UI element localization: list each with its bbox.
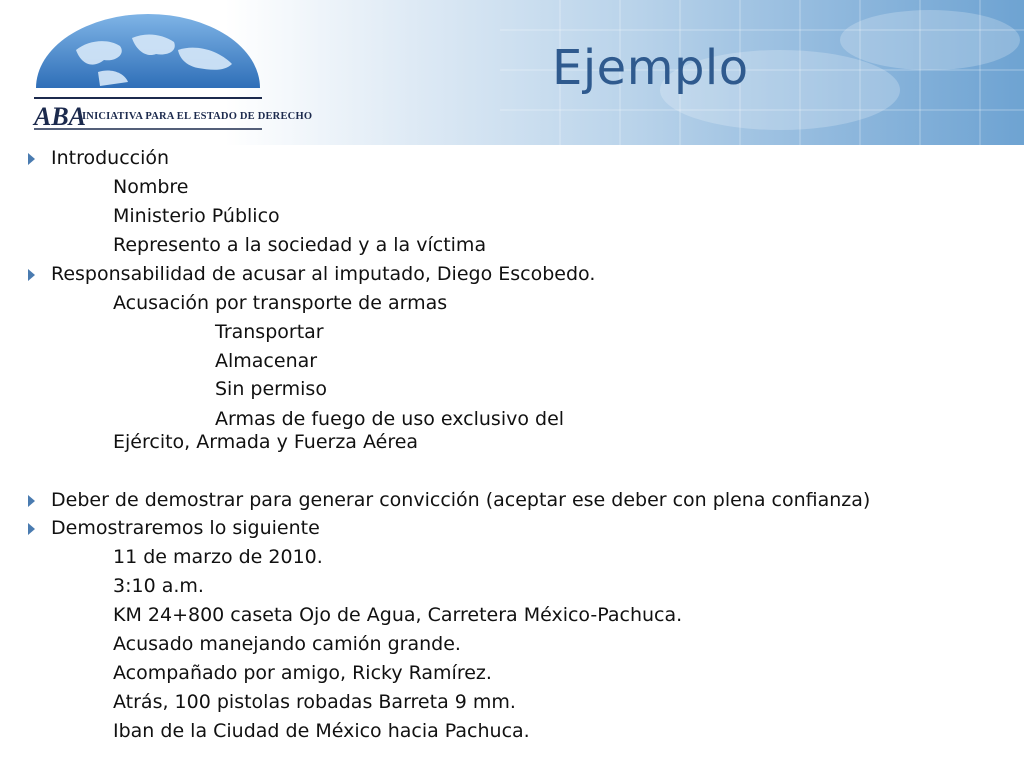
list-item: Sin permiso <box>215 378 327 400</box>
list-item: Iban de la Ciudad de México hacia Pachuca. <box>113 720 530 742</box>
slide-title: Ejemplo <box>552 40 749 96</box>
aba-letters: ABA <box>34 102 87 131</box>
list-item: Ministerio Público <box>113 205 280 227</box>
list-item: Armas de fuego de uso exclusivo del <box>215 408 565 430</box>
bullet-label: Deber de demostrar para generar convicción (aceptar ese deber con plena confianza) <box>51 489 871 511</box>
bullet-label: Responsabilidad de acusar al imputado, Diego Escobedo. <box>51 263 596 285</box>
logo-text: INICIATIVA PARA EL ESTADO DE DERECHO <box>82 111 313 122</box>
list-item: Nombre <box>113 176 189 198</box>
list-item: 3:10 a.m. <box>113 575 204 597</box>
list-item: Ejército, Armada y Fuerza Aérea <box>113 431 419 453</box>
list-item: KM 24+800 caseta Ojo de Agua, Carretera México-Pachuca. <box>113 604 683 626</box>
list-item: 11 de marzo de 2010. <box>113 546 323 568</box>
list-item: Represento a la sociedad y a la víctima <box>113 234 487 256</box>
list-item: Acusación por transporte de armas <box>113 292 448 314</box>
bullet-label: Introducción <box>51 147 170 169</box>
bullet-arrow-icon <box>28 495 35 507</box>
list-item: Atrás, 100 pistolas robadas Barreta 9 mm. <box>113 691 516 713</box>
list-item: Acusado manejando camión grande. <box>113 633 461 655</box>
bullet-label: Demostraremos lo siguiente <box>51 517 320 539</box>
bullet-arrow-icon <box>28 269 35 281</box>
list-item: Transportar <box>215 321 324 343</box>
bullet-arrow-icon <box>28 153 35 165</box>
list-item: Acompañado por amigo, Ricky Ramírez. <box>113 662 492 684</box>
bullet-arrow-icon <box>28 523 35 535</box>
list-item: Almacenar <box>215 350 318 372</box>
